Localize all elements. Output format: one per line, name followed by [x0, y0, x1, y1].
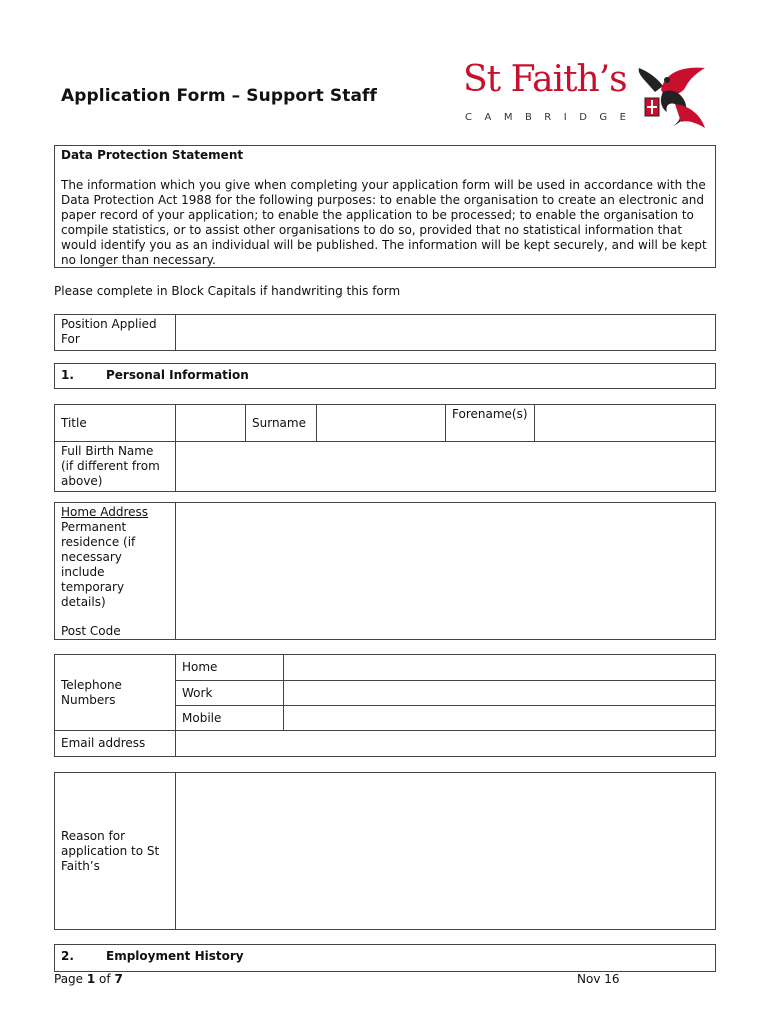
- section-number: 2.: [61, 949, 74, 963]
- school-logo: [463, 59, 713, 132]
- contact-table: [54, 654, 716, 757]
- address-table: [54, 502, 716, 640]
- mobile-phone-label: Mobile: [176, 706, 284, 731]
- reason-field[interactable]: [176, 773, 716, 930]
- section-personal-information: [54, 363, 716, 389]
- email-field[interactable]: [176, 731, 716, 757]
- title-field[interactable]: [176, 405, 246, 442]
- home-address-label: Home Address: [61, 505, 149, 519]
- position-field[interactable]: [176, 315, 716, 351]
- forename-label: Forename(s): [446, 405, 535, 442]
- section-employment-history: [54, 944, 716, 972]
- data-protection-text: The information which you give when completing your application form will be used in accordance with the Data Protection Act 1988 for the following purposes: to enable the organisation to create an electronic and paper record of your application; to enable the application to be processed; to enable the organisation to compile statistics, or to assist other organisations to do so, provided that no statistical information that would identify you as an individual will be published. The information will be kept securely, and will be kept no longer than necessary.: [61, 178, 707, 267]
- block-capitals-note: Please complete in Block Capitals if handwriting this form: [54, 284, 401, 298]
- position-table: [54, 314, 716, 351]
- page-prefix: Page: [54, 972, 87, 986]
- page-title: Application Form – Support Staff: [61, 86, 378, 106]
- footer-date: Nov 16: [577, 972, 620, 986]
- personal-table: [54, 404, 716, 492]
- page-current: 1: [86, 972, 96, 986]
- address-hint: Permanent residence (if necessary include temporary details): [61, 520, 136, 609]
- address-label: [55, 503, 176, 640]
- data-protection-statement: [54, 145, 716, 268]
- telephone-label: Telephone Numbers: [55, 655, 176, 731]
- address-field[interactable]: [176, 503, 716, 640]
- mobile-phone-field[interactable]: [284, 706, 716, 731]
- page-of: of: [95, 972, 115, 986]
- work-phone-label: Work: [176, 681, 284, 706]
- surname-field[interactable]: [317, 405, 446, 442]
- postcode-label: Post Code: [61, 624, 121, 638]
- home-phone-field[interactable]: [284, 655, 716, 681]
- reason-label: Reason for application to St Faith’s: [55, 773, 176, 930]
- data-protection-heading: Data Protection Statement: [61, 148, 244, 162]
- work-phone-field[interactable]: [284, 681, 716, 706]
- page-total: 7: [114, 972, 123, 986]
- surname-label: Surname: [246, 405, 317, 442]
- section-title: Personal Information: [106, 368, 249, 382]
- forename-field[interactable]: [535, 405, 716, 442]
- position-label: Position Applied For: [55, 315, 176, 351]
- home-phone-label: Home: [176, 655, 284, 681]
- title-label: Title: [55, 405, 176, 442]
- reason-table: [54, 772, 716, 930]
- logo-subtitle: CAMBRIDGE: [465, 112, 639, 123]
- page-number: [54, 972, 123, 986]
- section-title: Employment History: [106, 949, 244, 963]
- section-number: 1.: [61, 368, 74, 382]
- logo-name: St Faith’s: [463, 59, 627, 100]
- birth-name-field[interactable]: [176, 442, 716, 492]
- email-label: Email address: [55, 731, 176, 757]
- dragon-crest-icon: [635, 62, 713, 132]
- birth-name-label: Full Birth Name (if different from above): [55, 442, 176, 492]
